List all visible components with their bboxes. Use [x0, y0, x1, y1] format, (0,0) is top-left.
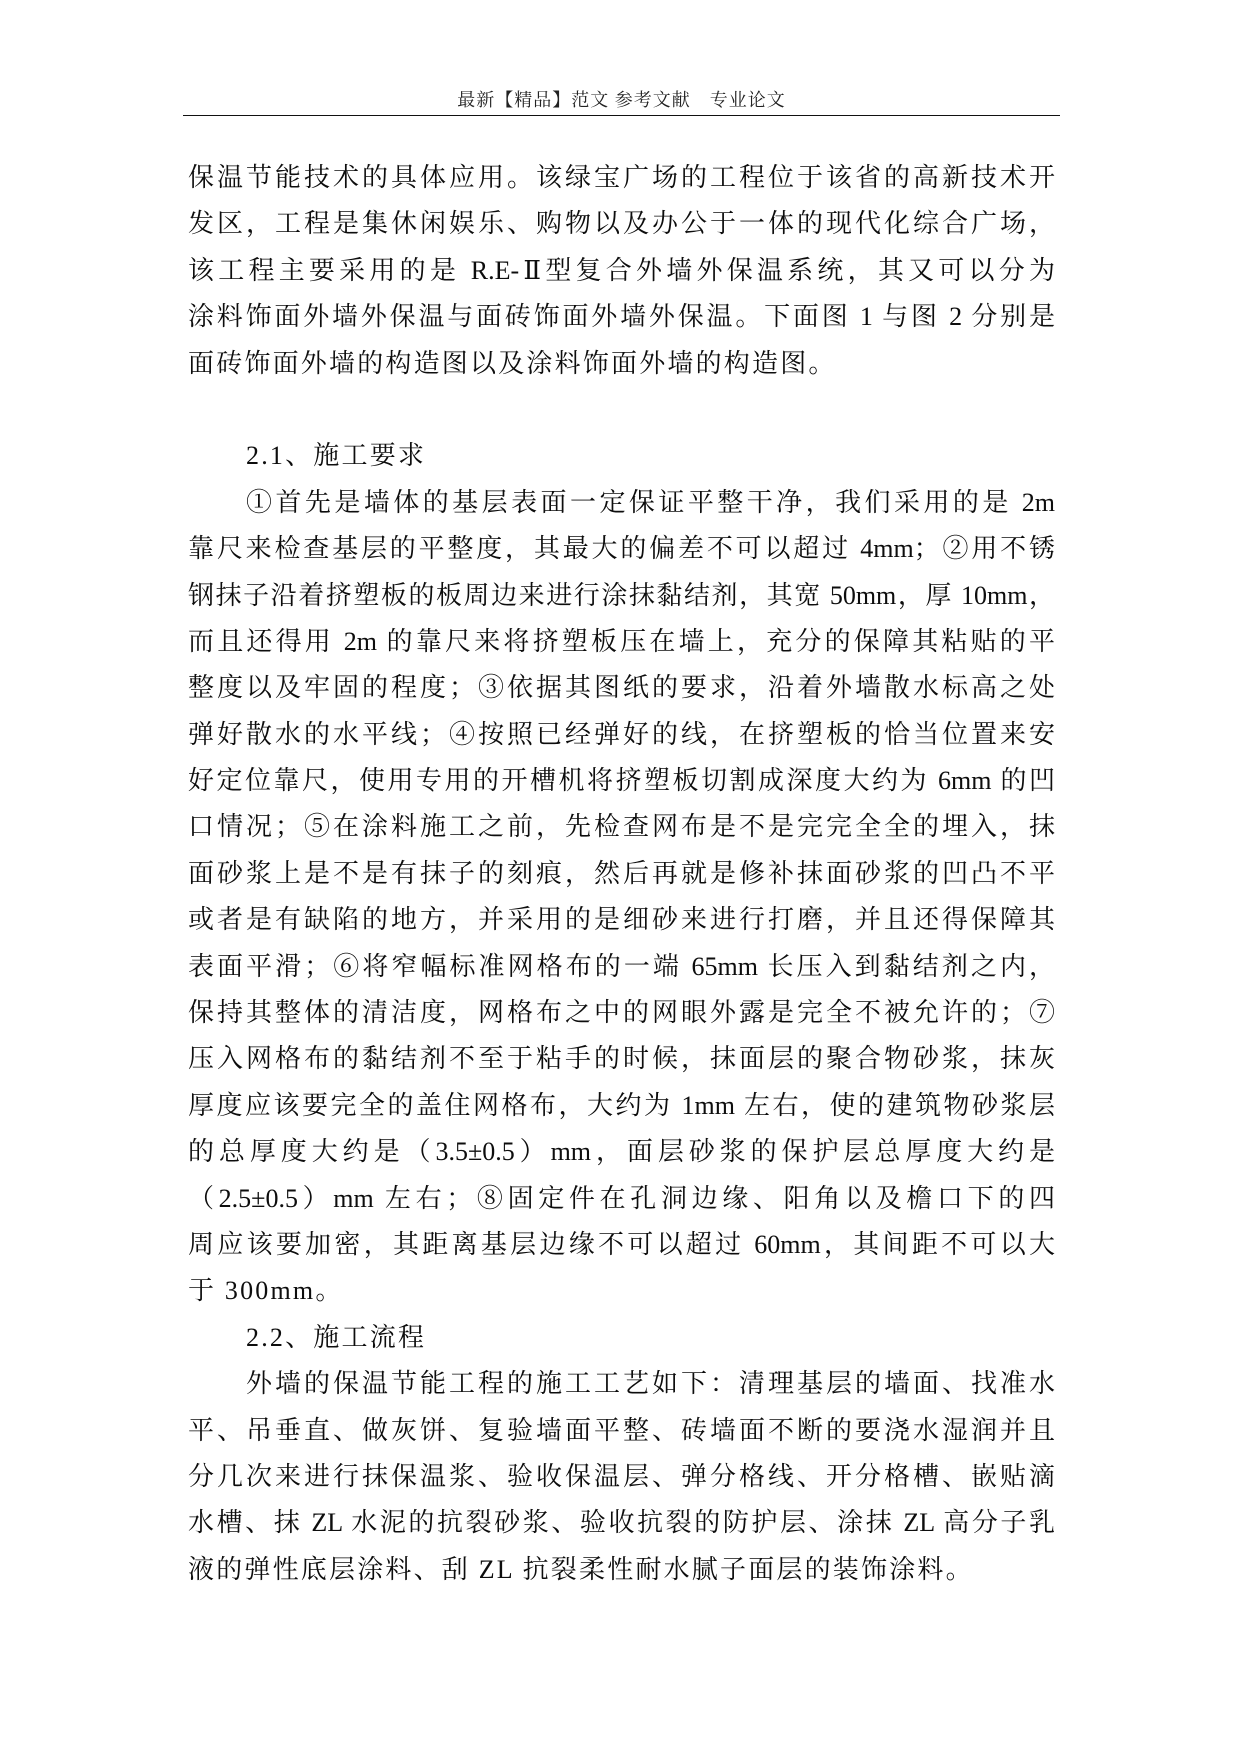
text-line: 或者是有缺陷的地方，并采用的是细砂来进行打磨，并且还得保障其 — [188, 905, 1055, 935]
paragraph-construction-process — [188, 1361, 1055, 1593]
text-line: 保温节能技术的具体应用。该绿宝广场的工程位于该省的高新技术开 — [188, 163, 1055, 192]
text-line: 压入网格布的黏结剂不至于粘手的时候，抹面层的聚合物砂浆，抹灰 — [188, 1044, 1055, 1074]
text-line: 而且还得用 2m 的靠尺来将挤塑板压在墙上，充分的保障其粘贴的平 — [188, 626, 1055, 656]
text-line: 好定位靠尺，使用专用的开槽机将挤塑板切割成深度大约为 6mm 的凹 — [188, 766, 1055, 796]
document-body — [188, 155, 1055, 1593]
text-line: 的总厚度大约是（3.5±0.5）mm，面层砂浆的保护层总厚度大约是 — [188, 1137, 1055, 1167]
text-line: 面砂浆上是不是有抹子的刻痕，然后再就是修补抹面砂浆的凹凸不平 — [188, 858, 1055, 888]
text-line: 发区，工程是集休闲娱乐、购物以及办公于一体的现代化综合广场， — [188, 209, 1055, 239]
text-line: 口情况；⑤在涂料施工之前，先检查网布是不是完完全全的埋入，抹 — [188, 812, 1055, 842]
section-heading: 2.2、施工流程 — [246, 1322, 427, 1352]
text-line: 面砖饰面外墙的构造图以及涂料饰面外墙的构造图。 — [188, 348, 837, 378]
text-line: 整度以及牢固的程度；③依据其图纸的要求，沿着外墙散水标高之处 — [188, 673, 1055, 703]
text-line: 钢抹子沿着挤塑板的板周边来进行涂抹黏结剂，其宽 50mm，厚 10mm， — [188, 580, 1055, 610]
text-line: 外墙的保温节能工程的施工工艺如下：清理基层的墙面、找准水 — [246, 1369, 1055, 1399]
text-line: （2.5±0.5）mm 左右；⑧固定件在孔洞边缘、阳角以及檐口下的四 — [188, 1183, 1055, 1213]
paragraph-construction-requirements — [188, 480, 1055, 1315]
running-header: 最新【精品】范文 参考文献 专业论文 — [457, 90, 786, 110]
text-line: 于 300mm。 — [188, 1276, 344, 1306]
text-line: 周应该要加密，其距离基层边缘不可以超过 60mm，其间距不可以大 — [188, 1229, 1055, 1259]
text-line: 液的弹性底层涂料、刮 ZL 抗裂柔性耐水腻子面层的装饰涂料。 — [188, 1554, 974, 1584]
text-line: 平、吊垂直、做灰饼、复验墙面平整、砖墙面不断的要浇水湿润并且 — [188, 1415, 1055, 1445]
section-2-1 — [188, 433, 1055, 1314]
text-line: 表面平滑；⑥将窄幅标准网格布的一端 65mm 长压入到黏结剂之内， — [188, 951, 1055, 981]
text-line: 该工程主要采用的是 R.E-Ⅱ型复合外墙外保温系统，其又可以分为 — [188, 255, 1055, 285]
text-line: 分几次来进行抹保温浆、验收保温层、弹分格线、开分格槽、嵌贴滴 — [188, 1461, 1055, 1491]
header-rule — [183, 115, 1060, 116]
text-line: 弹好散水的水平线；④按照已经弹好的线，在挤塑板的恰当位置来安 — [188, 719, 1055, 749]
text-line: ①首先是墙体的基层表面一定保证平整干净，我们采用的是 2m — [246, 487, 1055, 517]
blank-line — [188, 387, 1055, 433]
text-line: 水槽、抹 ZL 水泥的抗裂砂浆、验收抗裂的防护层、涂抹 ZL 高分子乳 — [188, 1508, 1055, 1538]
text-line: 保持其整体的清洁度，网格布之中的网眼外露是完全不被允许的；⑦ — [188, 998, 1055, 1028]
section-heading: 2.1、施工要求 — [246, 441, 427, 471]
paragraph-intro — [188, 155, 1055, 387]
text-line: 涂料饰面外墙外保温与面砖饰面外墙外保温。下面图 1 与图 2 分别是 — [188, 302, 1055, 332]
text-line: 靠尺来检查基层的平整度，其最大的偏差不可以超过 4mm；②用不锈 — [188, 534, 1055, 564]
section-2-2 — [188, 1315, 1055, 1593]
text-line: 厚度应该要完全的盖住网格布，大约为 1mm 左右，使的建筑物砂浆层 — [188, 1090, 1055, 1120]
